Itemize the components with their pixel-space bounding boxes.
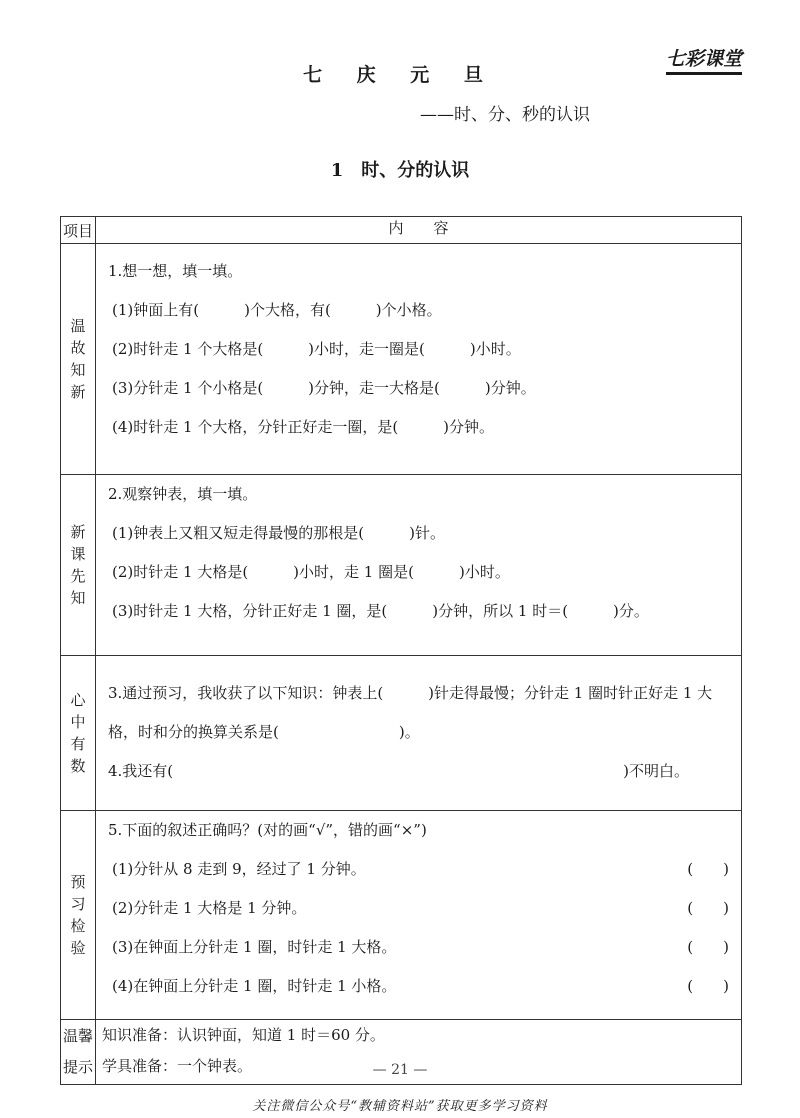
tip-line: 学具准备：一个钟表。 — [102, 1057, 253, 1075]
question-line — [108, 889, 741, 928]
row-label — [61, 475, 96, 656]
question-line: (3)分针走 1 个小格是( )分钟，走一大格是( )分钟。 — [112, 379, 536, 397]
row-label — [61, 656, 96, 811]
statement-text: (3)在钟面上分针走 1 圈，时针走 1 大格。 — [112, 938, 397, 956]
page-number: — 21 — — [372, 1062, 428, 1078]
section-title: 1 时、分的认识 — [330, 160, 470, 181]
table-row — [61, 244, 742, 475]
row-content — [96, 244, 742, 475]
header-item: 项目 — [61, 217, 96, 244]
answer-blank[interactable]: ( ) — [687, 860, 729, 878]
tips-label-top: 温馨 — [62, 1027, 93, 1045]
question-line: 5.下面的叙述正确吗？(对的画“√”，错的画“×”) — [108, 821, 427, 839]
question-line — [108, 928, 741, 967]
row-content — [96, 656, 742, 811]
lesson-title: 七 庆 元 旦 — [303, 64, 497, 86]
question-line: 3.通过预习，我收获了以下知识：钟表上( )针走得最慢；分针走 1 圈时针正好走 1 大 — [108, 684, 713, 702]
tips-label-bottom: 提示 — [62, 1058, 93, 1076]
question-line: (1)钟表上又粗又短走得最慢的那根是( )针。 — [112, 524, 445, 542]
tip-line: 知识准备：认识钟面，知道 1 时＝60 分。 — [102, 1026, 385, 1044]
table-row — [61, 811, 742, 1020]
worksheet-table — [60, 216, 742, 1085]
row-content — [96, 811, 742, 1020]
statement-text: (2)分针走 1 大格是 1 分钟。 — [112, 899, 307, 917]
answer-blank[interactable]: ( ) — [687, 899, 729, 917]
question-line — [108, 850, 741, 889]
question-line: 2.观察钟表，填一填。 — [108, 485, 258, 503]
row-label-text: 预习检验 — [70, 873, 86, 957]
answer-blank[interactable]: ( ) — [687, 938, 729, 956]
statement-text: (1)分针从 8 走到 9，经过了 1 分钟。 — [112, 860, 366, 878]
question-line: (3)时针走 1 大格，分针正好走 1 圈，是( )分钟，所以 1 时＝( )分。 — [112, 602, 649, 620]
footer-note: 关注微信公众号“教辅资料站”获取更多学习资料 — [252, 1099, 548, 1114]
question-line: (4)时针走 1 个大格，分针正好走一圈，是( )分钟。 — [112, 418, 495, 436]
row-content — [96, 475, 742, 656]
row-label — [61, 244, 96, 475]
row-label-text: 心中有数 — [70, 691, 86, 775]
table-header-row — [61, 217, 742, 244]
table-row — [61, 475, 742, 656]
row-label — [61, 811, 96, 1020]
publisher-logo: 七彩课堂 — [666, 44, 742, 75]
question-line — [108, 967, 741, 1006]
header-content: 内 容 — [96, 217, 742, 244]
question-line: 1.想一想，填一填。 — [108, 262, 243, 280]
row-label-text: 新课先知 — [70, 523, 86, 607]
question-line: (2)时针走 1 大格是( )小时，走 1 圈是( )小时。 — [112, 563, 510, 581]
question-line: (1)钟面上有( )个大格，有( )个小格。 — [112, 301, 442, 319]
question-line: 格，时和分的换算关系是( )。 — [108, 723, 420, 741]
question-line: 4.我还有( )不明白。 — [108, 762, 690, 780]
lesson-subtitle: ——时、分、秒的认识 — [420, 105, 590, 125]
row-label-text: 温故知新 — [70, 317, 86, 401]
question-line: (2)时针走 1 个大格是( )小时，走一圈是( )小时。 — [112, 340, 521, 358]
statement-text: (4)在钟面上分针走 1 圈，时针走 1 小格。 — [112, 977, 397, 995]
answer-blank[interactable]: ( ) — [687, 977, 729, 995]
table-row — [61, 656, 742, 811]
